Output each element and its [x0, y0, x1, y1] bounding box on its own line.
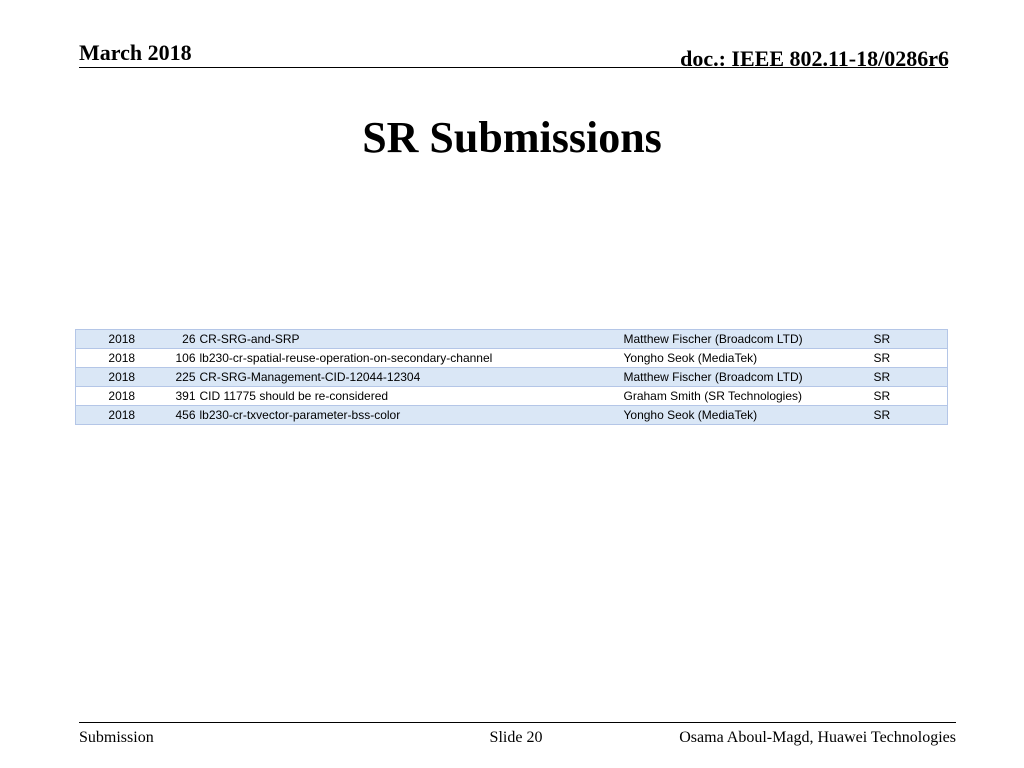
- header-date: March 2018: [79, 40, 192, 65]
- submissions-table: [75, 329, 948, 425]
- doc-title-cell: lb230-cr-txvector-parameter-bss-color: [198, 406, 622, 425]
- submissions-table-wrapper: [75, 329, 947, 425]
- header-doc-id: doc.: IEEE 802.11-18/0286r6: [680, 46, 949, 71]
- year-cell: 2018: [76, 387, 168, 406]
- author-cell: Matthew Fischer (Broadcom LTD): [622, 368, 872, 387]
- year-cell: 2018: [76, 368, 168, 387]
- header-rule: [79, 67, 948, 68]
- year-cell: 2018: [76, 406, 168, 425]
- doc-number-cell: 106: [168, 349, 198, 368]
- doc-number-cell: 456: [168, 406, 198, 425]
- footer-slide-number: Slide 20: [489, 729, 543, 746]
- author-cell: Matthew Fischer (Broadcom LTD): [622, 330, 872, 349]
- doc-number-cell: 391: [168, 387, 198, 406]
- doc-number-cell: 225: [168, 368, 198, 387]
- table-row: [76, 330, 948, 349]
- author-cell: Yongho Seok (MediaTek): [622, 406, 872, 425]
- year-cell: 2018: [76, 349, 168, 368]
- doc-title-cell: CR-SRG-and-SRP: [198, 330, 622, 349]
- slide-title: SR Submissions: [362, 113, 662, 162]
- footer-author: Osama Aboul-Magd, Huawei Technologies: [679, 729, 956, 746]
- doc-title-cell: lb230-cr-spatial-reuse-operation-on-secondary-channel: [198, 349, 622, 368]
- doc-number-cell: 26: [168, 330, 198, 349]
- footer-submission-label: Submission: [79, 729, 154, 746]
- table-row: [76, 349, 948, 368]
- table-row: [76, 387, 948, 406]
- doc-title-cell: CR-SRG-Management-CID-12044-12304: [198, 368, 622, 387]
- year-cell: 2018: [76, 330, 168, 349]
- footer-rule: [79, 722, 956, 723]
- table-row: [76, 368, 948, 387]
- author-cell: Graham Smith (SR Technologies): [622, 387, 872, 406]
- doc-title-cell: CID 11775 should be re-considered: [198, 387, 622, 406]
- topic-cell: SR: [872, 406, 948, 425]
- topic-cell: SR: [872, 387, 948, 406]
- topic-cell: SR: [872, 330, 948, 349]
- author-cell: Yongho Seok (MediaTek): [622, 349, 872, 368]
- topic-cell: SR: [872, 368, 948, 387]
- topic-cell: SR: [872, 349, 948, 368]
- table-row: [76, 406, 948, 425]
